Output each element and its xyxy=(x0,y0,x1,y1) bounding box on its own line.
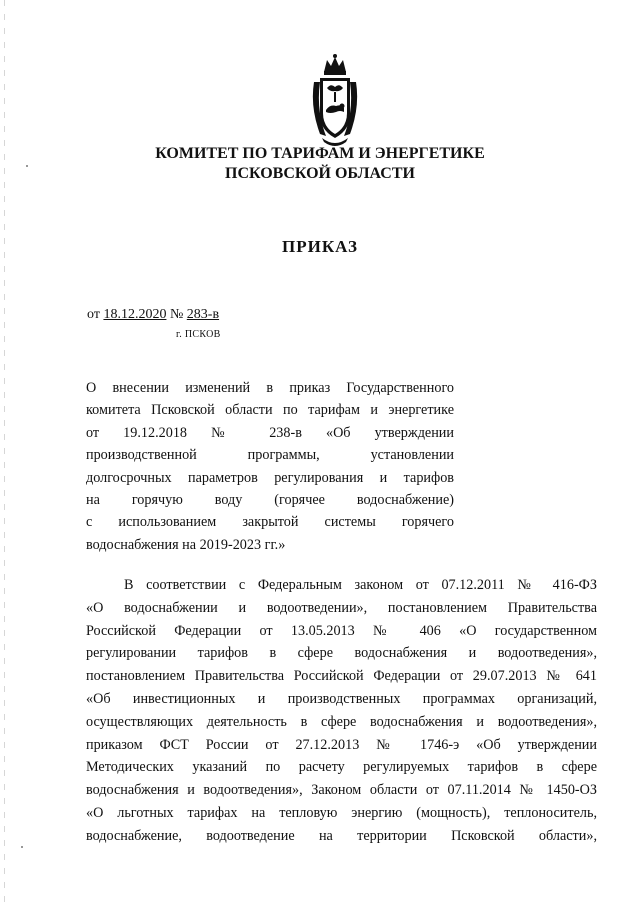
city: г. ПСКОВ xyxy=(176,329,221,340)
subject-line: О внесении изменений в приказ Государственного xyxy=(86,380,454,396)
organization-name-line2: ПСКОВСКОЙ ОБЛАСТИ xyxy=(225,165,415,182)
preamble-line: водоснабжения и водоотведения», Законом области от 07.11.2014 № 1450-ОЗ xyxy=(86,782,597,799)
subject-line: на горячую воду (горячее водоснабжение) xyxy=(86,491,454,508)
preamble-line: «О водоснабжении и водоотведении», постановлением Правительства xyxy=(86,599,597,616)
organization-name-line1: КОМИТЕТ ПО ТАРИФАМ И ЭНЕРГЕТИКЕ xyxy=(155,145,485,162)
coat-of-arms-emblem xyxy=(300,52,370,152)
preamble-line: Российской Федерации от 13.05.2013 № 406 «О государственном xyxy=(86,622,597,639)
order-date-number xyxy=(87,307,219,323)
preamble-line: «Об инвестиционных и производственных программах организаций, xyxy=(86,690,597,707)
preamble-line: «О льготных тарифах на тепловую энергию (мощность), теплоноситель, xyxy=(86,804,597,821)
subject-line: от 19.12.2018 № 238-в «Об утверждении xyxy=(86,424,454,441)
preamble-line: В соответствии с Федеральным законом от 07.12.2011 № 416-ФЗ xyxy=(124,577,597,593)
subject-line: с использованием закрытой системы горячего xyxy=(86,514,454,531)
preamble-line: приказом ФСТ России от 27.12.2013 № 1746-э «Об утверждении xyxy=(86,736,597,753)
order-preamble xyxy=(86,574,597,848)
preamble-line: водоснабжение, водоотведение на территории Псковской области», xyxy=(86,827,597,844)
scan-edge-marks xyxy=(4,0,5,905)
document-title: ПРИКАЗ xyxy=(282,237,358,256)
order-subject xyxy=(86,377,454,556)
order-date: 18.12.2020 xyxy=(103,307,167,322)
subject-line: долгосрочных параметров регулирования и тарифов xyxy=(86,469,454,486)
preamble-line: регулировании тарифов в сфере водоснабжения и водоотведения», xyxy=(86,645,597,662)
number-label: № xyxy=(169,307,184,322)
scan-speck xyxy=(21,846,23,848)
preamble-line: постановлением Правительства Российской Федерации от 29.07.2013 № 641 xyxy=(86,668,597,685)
from-label: от xyxy=(87,307,100,322)
subject-line: водоснабжения на 2019-2023 гг.» xyxy=(86,536,286,553)
subject-line: комитета Псковской области по тарифам и энергетике xyxy=(86,402,454,419)
preamble-line: осуществляющих деятельность в сфере водоснабжения и водоотведения», xyxy=(86,713,597,730)
subject-line: производственной программы, установлении xyxy=(86,447,454,464)
order-number: 283-в xyxy=(186,307,220,322)
preamble-line: Методических указаний по расчету регулируемых тарифов в сфере xyxy=(86,759,597,776)
